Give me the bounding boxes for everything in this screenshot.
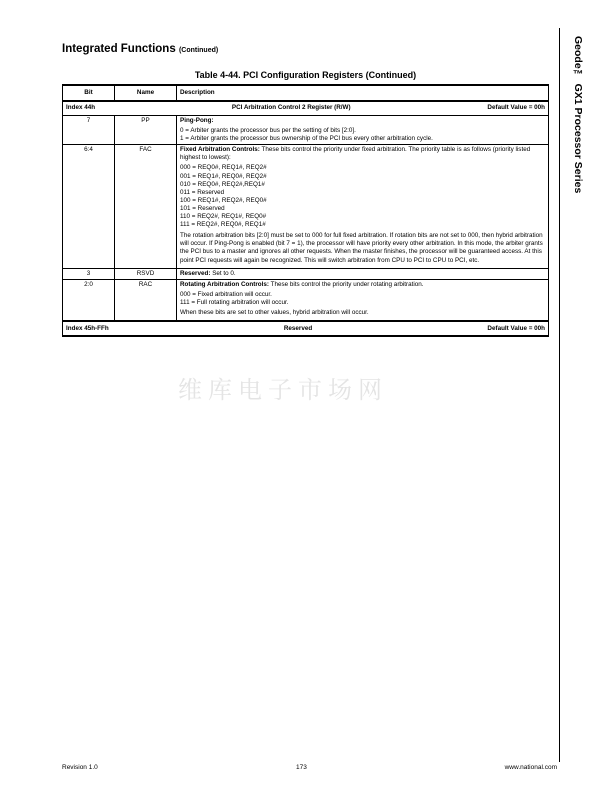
value-line: 001 = REQ1#, REQ0#, REQ2# bbox=[180, 172, 267, 180]
section-title bbox=[62, 43, 218, 55]
footer-page-number: 173 bbox=[296, 764, 307, 771]
name-cell: RAC bbox=[115, 279, 177, 321]
value-line: 000 = REQ0#, REQ1#, REQ2# bbox=[180, 164, 267, 172]
index-row bbox=[63, 321, 549, 336]
name-cell: FAC bbox=[115, 145, 177, 268]
value-line: 110 = REQ2#, REQ1#, REQ0# bbox=[180, 213, 267, 221]
value-line: 1 = Arbiter grants the processor bus ownership of the PCI bus every other arbitration cycle. bbox=[180, 135, 433, 143]
table-row bbox=[63, 268, 549, 279]
section-title-text: Integrated Functions bbox=[62, 43, 176, 55]
description-cell bbox=[177, 268, 549, 279]
field-heading: Rotating Arbitration Controls: bbox=[180, 280, 269, 288]
header-bit: Bit bbox=[63, 85, 115, 101]
register-title: Reserved bbox=[283, 324, 313, 332]
field-heading: Reserved: bbox=[180, 269, 211, 277]
value-line: 0 = Arbiter grants the processor bus per the setting of bits [2:0]. bbox=[180, 127, 356, 135]
field-heading: Fixed Arbitration Controls: bbox=[180, 146, 260, 154]
value-line: 101 = Reserved bbox=[180, 204, 225, 212]
name-cell: RSVD bbox=[115, 268, 177, 279]
index-label: Index 45h-FFh bbox=[66, 324, 109, 332]
side-title: Geode™ GX1 Processor Series bbox=[572, 36, 584, 194]
footer-website: www.national.com bbox=[504, 764, 557, 771]
table-row bbox=[63, 145, 549, 268]
register-table bbox=[62, 84, 549, 337]
side-rule bbox=[559, 28, 560, 762]
bit-cell: 7 bbox=[63, 116, 115, 145]
description-cell bbox=[177, 279, 549, 321]
default-value: Default Value = 00h bbox=[487, 104, 545, 112]
register-title: PCI Arbitration Control 2 Register (R/W) bbox=[231, 104, 351, 112]
header-description: Description bbox=[177, 85, 549, 101]
description-cell bbox=[177, 145, 549, 268]
bit-cell: 3 bbox=[63, 268, 115, 279]
value-line: 111 = Full rotating arbitration will occur. bbox=[180, 298, 289, 306]
value-line: 111 = REQ2#, REQ0#, REQ1# bbox=[180, 221, 266, 229]
bit-cell: 6:4 bbox=[63, 145, 115, 268]
field-intro: Set to 0. bbox=[212, 269, 236, 277]
field-intro: These bits control the priority under fixed arbitration. The priority table is as follows (priority listed highest to lowest): bbox=[180, 146, 531, 162]
section-continued: (Continued) bbox=[178, 47, 219, 54]
description-cell bbox=[177, 116, 549, 145]
value-line: 011 = Reserved bbox=[180, 188, 225, 196]
table-row bbox=[63, 116, 549, 145]
name-cell: PP bbox=[115, 116, 177, 145]
index-row bbox=[63, 101, 549, 116]
field-intro: These bits control the priority under rotating arbitration. bbox=[270, 280, 424, 288]
field-heading: Ping-Pong: bbox=[180, 117, 214, 124]
table-header-row bbox=[63, 85, 549, 101]
default-value: Default Value = 00h bbox=[487, 324, 545, 332]
field-note: The rotation arbitration bits [2:0] must be set to 000 for full fixed arbitration. If rotation bits are not set to 000, then hybrid arbitration will occur. If Ping-Pong is enabled (bit 7 = 1), the processor will have priority every other arbitration. In this mode, the arbiter grants the PCI bus to a master and ignores all other requests. When the master finishes, the processor will be guaranteed access. At this point PCI requests will again be recognized. This will switch arbitration from CPU to PCI to CPU to PCI, etc. bbox=[180, 232, 543, 264]
index-label: Index 44h bbox=[66, 104, 96, 112]
footer-revision: Revision 1.0 bbox=[62, 764, 98, 771]
field-note: When these bits are set to other values, hybrid arbitration will occur. bbox=[180, 308, 369, 316]
value-line: 010 = REQ0#, REQ2#,REQ1# bbox=[180, 180, 265, 188]
header-name: Name bbox=[115, 85, 177, 101]
table-row bbox=[63, 279, 549, 321]
bit-cell: 2:0 bbox=[63, 279, 115, 321]
table-title: Table 4-44. PCI Configuration Registers (Continued) bbox=[194, 70, 417, 80]
value-line: 100 = REQ1#, REQ2#, REQ0# bbox=[180, 196, 267, 204]
watermark: 维库电子市场网 bbox=[178, 376, 388, 404]
value-line: 000 = Fixed arbitration will occur. bbox=[180, 290, 272, 298]
